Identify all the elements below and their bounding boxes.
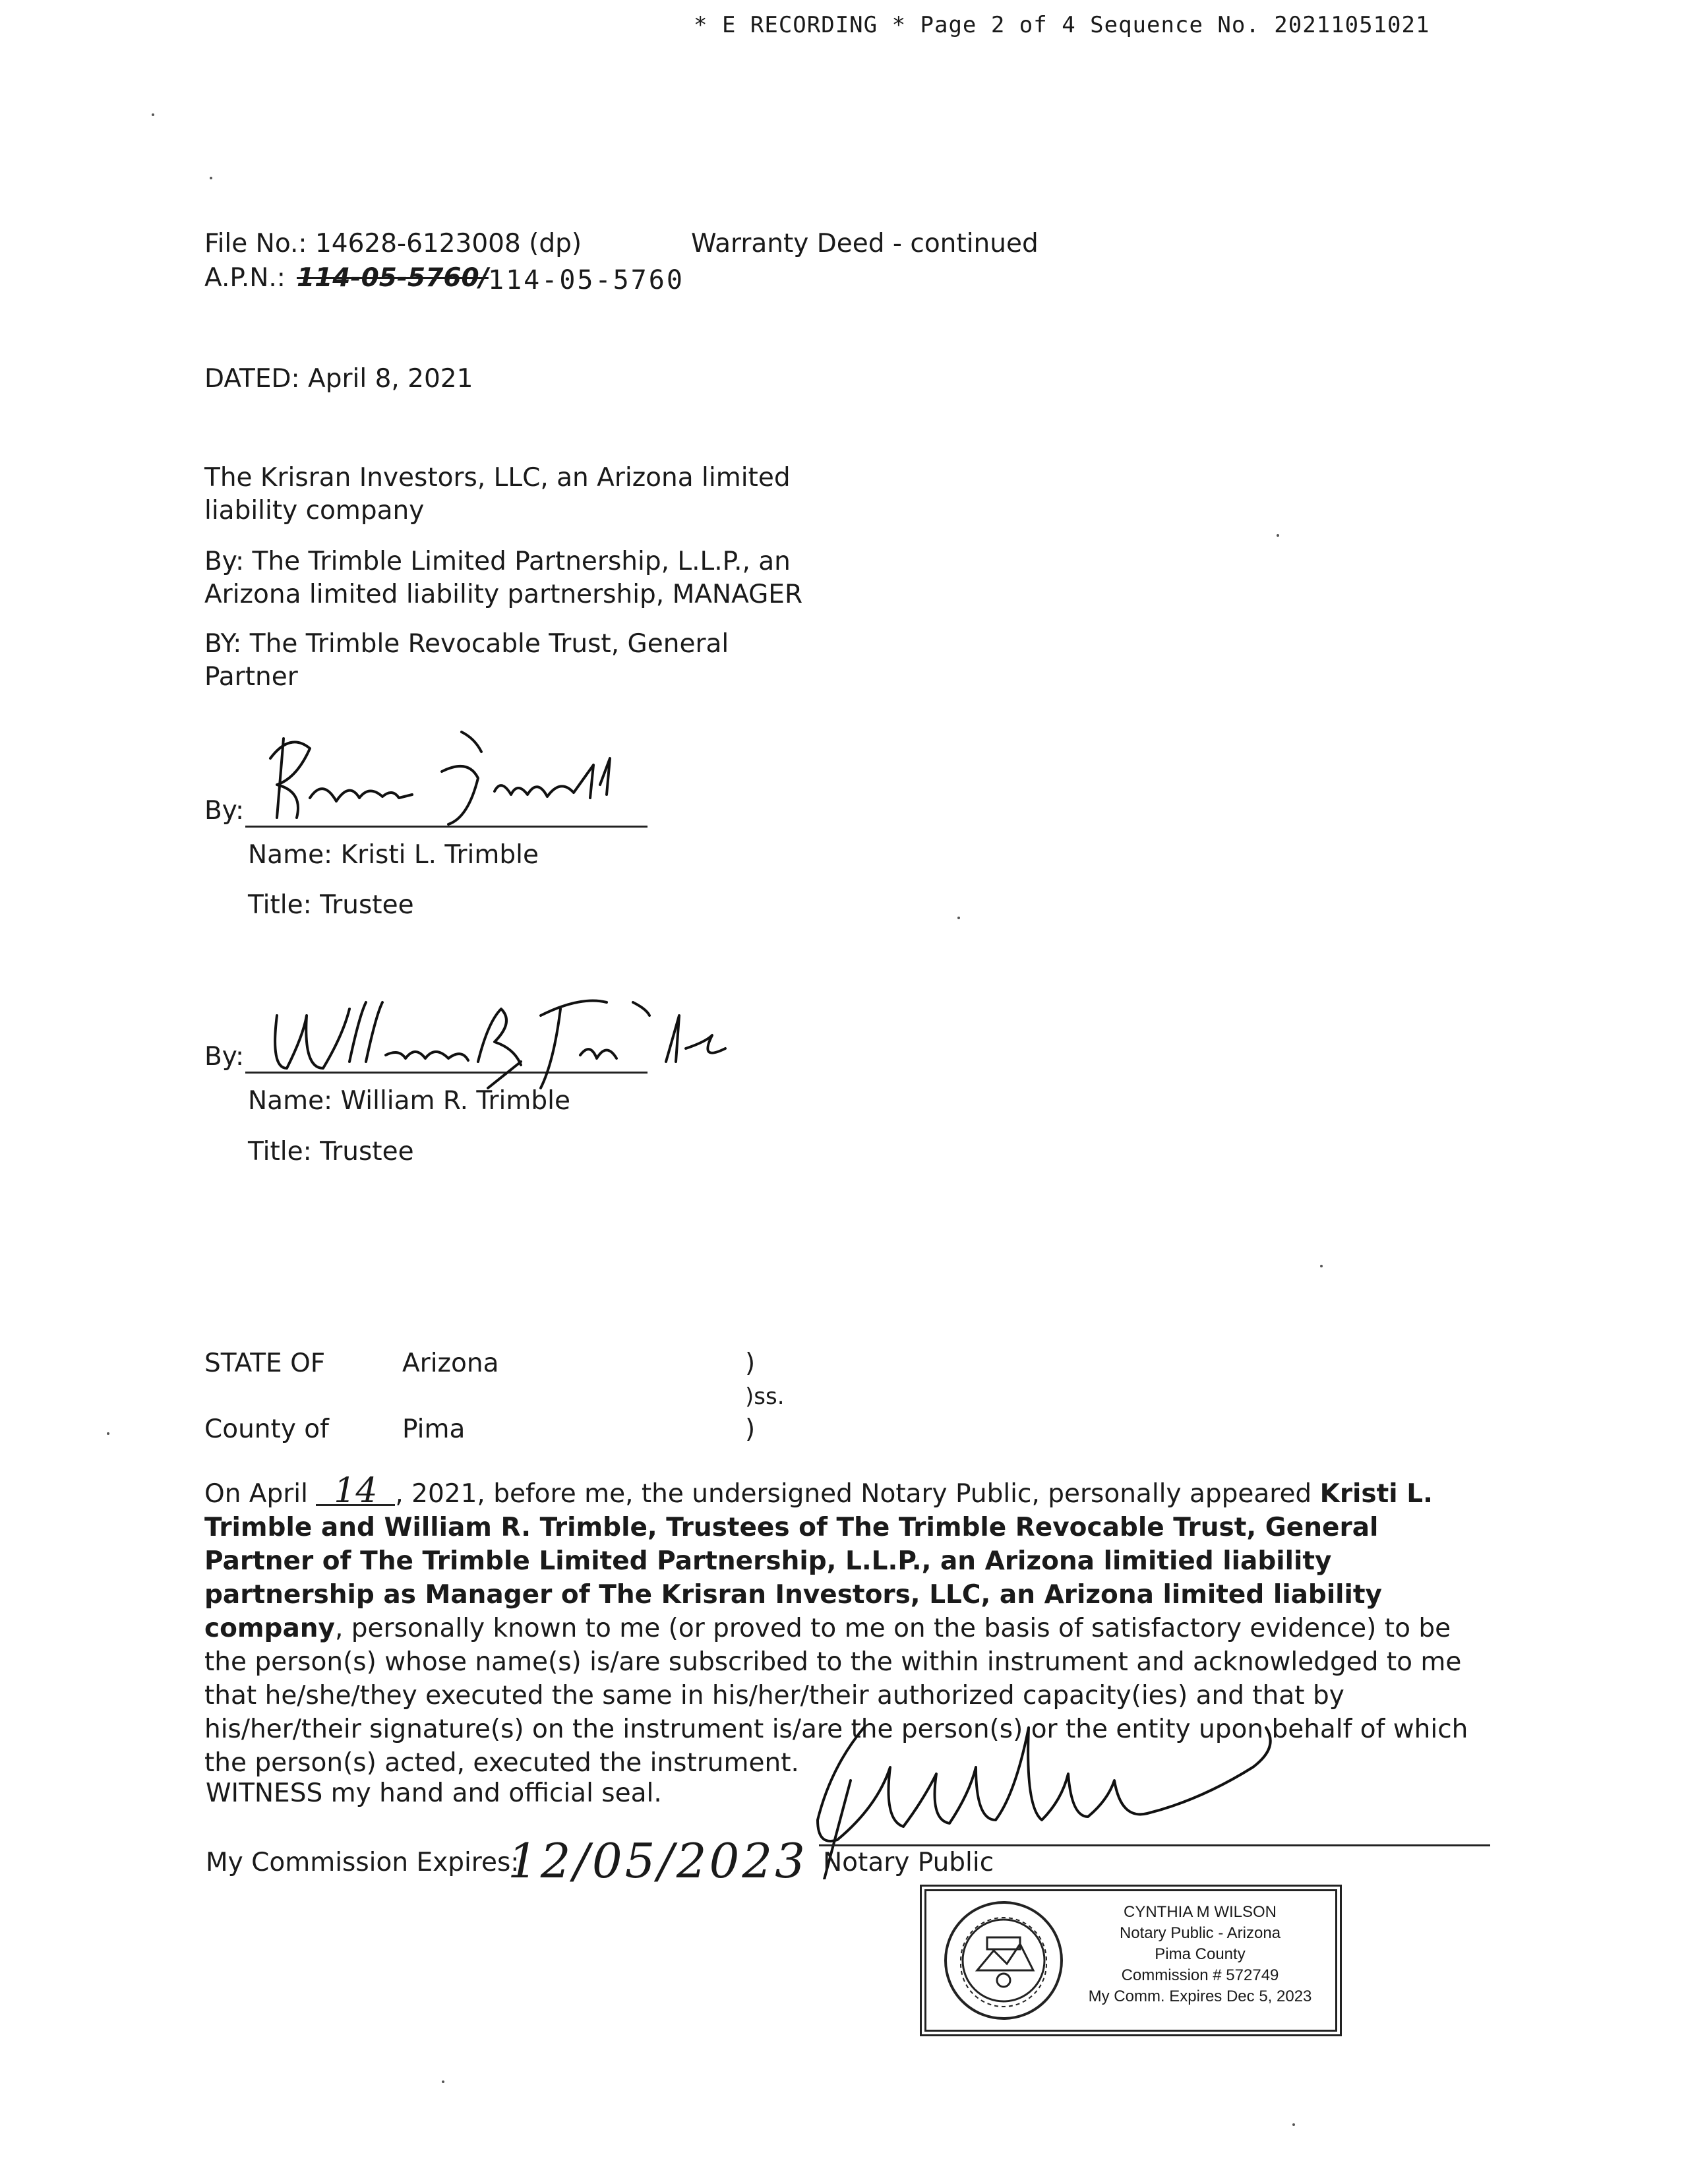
grantor-line-2: liability company	[204, 496, 425, 526]
apn-label: A.P.N.:	[204, 263, 286, 293]
seal-notary-name: CYNTHIA M WILSON	[1123, 1903, 1277, 1921]
scan-speck	[442, 2080, 444, 2083]
apn-typed-number: 114-05-5760	[488, 265, 684, 295]
signatory-title-2: Title: Trustee	[248, 1137, 414, 1167]
manager-line-1: By: The Trimble Limited Partnership, L.L.P., an	[204, 547, 791, 576]
state-label: STATE OF	[204, 1349, 326, 1378]
state-value: Arizona	[402, 1349, 499, 1378]
ack-body: , personally known to me (or proved to me on the basis of satisfactory evidence) to be the person(s) whose name(s) is/are subscribed to the within instrument and acknowledged to me that he/she/they executed the same in his/her/their authorized capacity(ies) and that by his/her/their signature(s) on the instrument is/are the person(s) or the entity upon behalf of which the person(s) acted, executed the instrument.	[204, 1614, 1468, 1778]
manager-line-2: Arizona limited liability partnership, MANAGER	[204, 580, 803, 609]
dated-line: DATED: April 8, 2021	[204, 364, 473, 394]
signature-by-label-1: By:	[204, 796, 245, 826]
signatory-name-1: Name: Kristi L. Trimble	[248, 840, 539, 870]
scan-speck	[957, 917, 960, 919]
scan-speck	[1320, 1265, 1323, 1267]
signature-kristi-trimble	[251, 719, 699, 837]
general-partner-line-1: BY: The Trimble Revocable Trust, General	[204, 629, 729, 659]
ack-on-april: On April	[204, 1479, 308, 1509]
scan-speck	[1292, 2123, 1295, 2126]
seal-notary-state: Notary Public - Arizona	[1119, 1924, 1281, 1942]
county-value: Pima	[402, 1414, 466, 1444]
notary-public-label: Notary Public	[823, 1848, 994, 1877]
seal-county: Pima County	[1155, 1945, 1246, 1963]
scan-speck	[152, 113, 154, 116]
signatory-title-1: Title: Trustee	[248, 890, 414, 920]
notary-seal-stamp	[920, 1885, 1342, 2036]
signature-by-label-2: By:	[204, 1042, 245, 1072]
commission-label: My Commission Expires:	[206, 1848, 520, 1877]
commission-date-handwritten: 12/05/2023	[508, 1833, 808, 1889]
ack-day-handwritten: 14	[316, 1478, 395, 1506]
witness-line: WITNESS my hand and official seal.	[206, 1778, 662, 1808]
scan-speck	[1277, 534, 1279, 537]
seal-commission-expiry: My Comm. Expires Dec 5, 2023	[1088, 1987, 1312, 2005]
recording-header: * E RECORDING * Page 2 of 4 Sequence No. 20211051021	[694, 12, 1430, 38]
arizona-seal-emblem	[941, 1898, 1066, 2023]
venue-paren-top: )	[745, 1349, 756, 1378]
county-label: County of	[204, 1414, 329, 1444]
signature-william-trimble	[251, 976, 765, 1095]
general-partner-line-2: Partner	[204, 662, 298, 692]
grantor-line-1: The Krisran Investors, LLC, an Arizona limited	[204, 463, 791, 493]
scan-speck	[107, 1432, 109, 1435]
ack-after-day: , 2021, before me, the undersigned Notary Public, personally appeared	[395, 1479, 1320, 1509]
venue-ss: )ss.	[745, 1383, 785, 1410]
scan-speck	[210, 177, 212, 179]
venue-paren-bottom: )	[745, 1414, 756, 1444]
file-number: File No.: 14628-6123008 (dp)	[204, 229, 582, 258]
document-continued-label: Warranty Deed - continued	[691, 229, 1039, 258]
ack-parties-bold: Kristi L. Trimble and William R. Trimble, Trustees of The Trimble Revocable Trust, General Partner of The Trimble Limited Partnership, L.L.P., an Arizona limitied liability partnership as Manager of The Krisran Investors, LLC, an Arizona limited liability company	[204, 1479, 1433, 1643]
seal-commission-number: Commission # 572749	[1121, 1966, 1279, 1984]
signatory-name-2: Name: William R. Trimble	[248, 1086, 570, 1116]
apn-struck-number: 114-05-5760/	[297, 263, 489, 293]
